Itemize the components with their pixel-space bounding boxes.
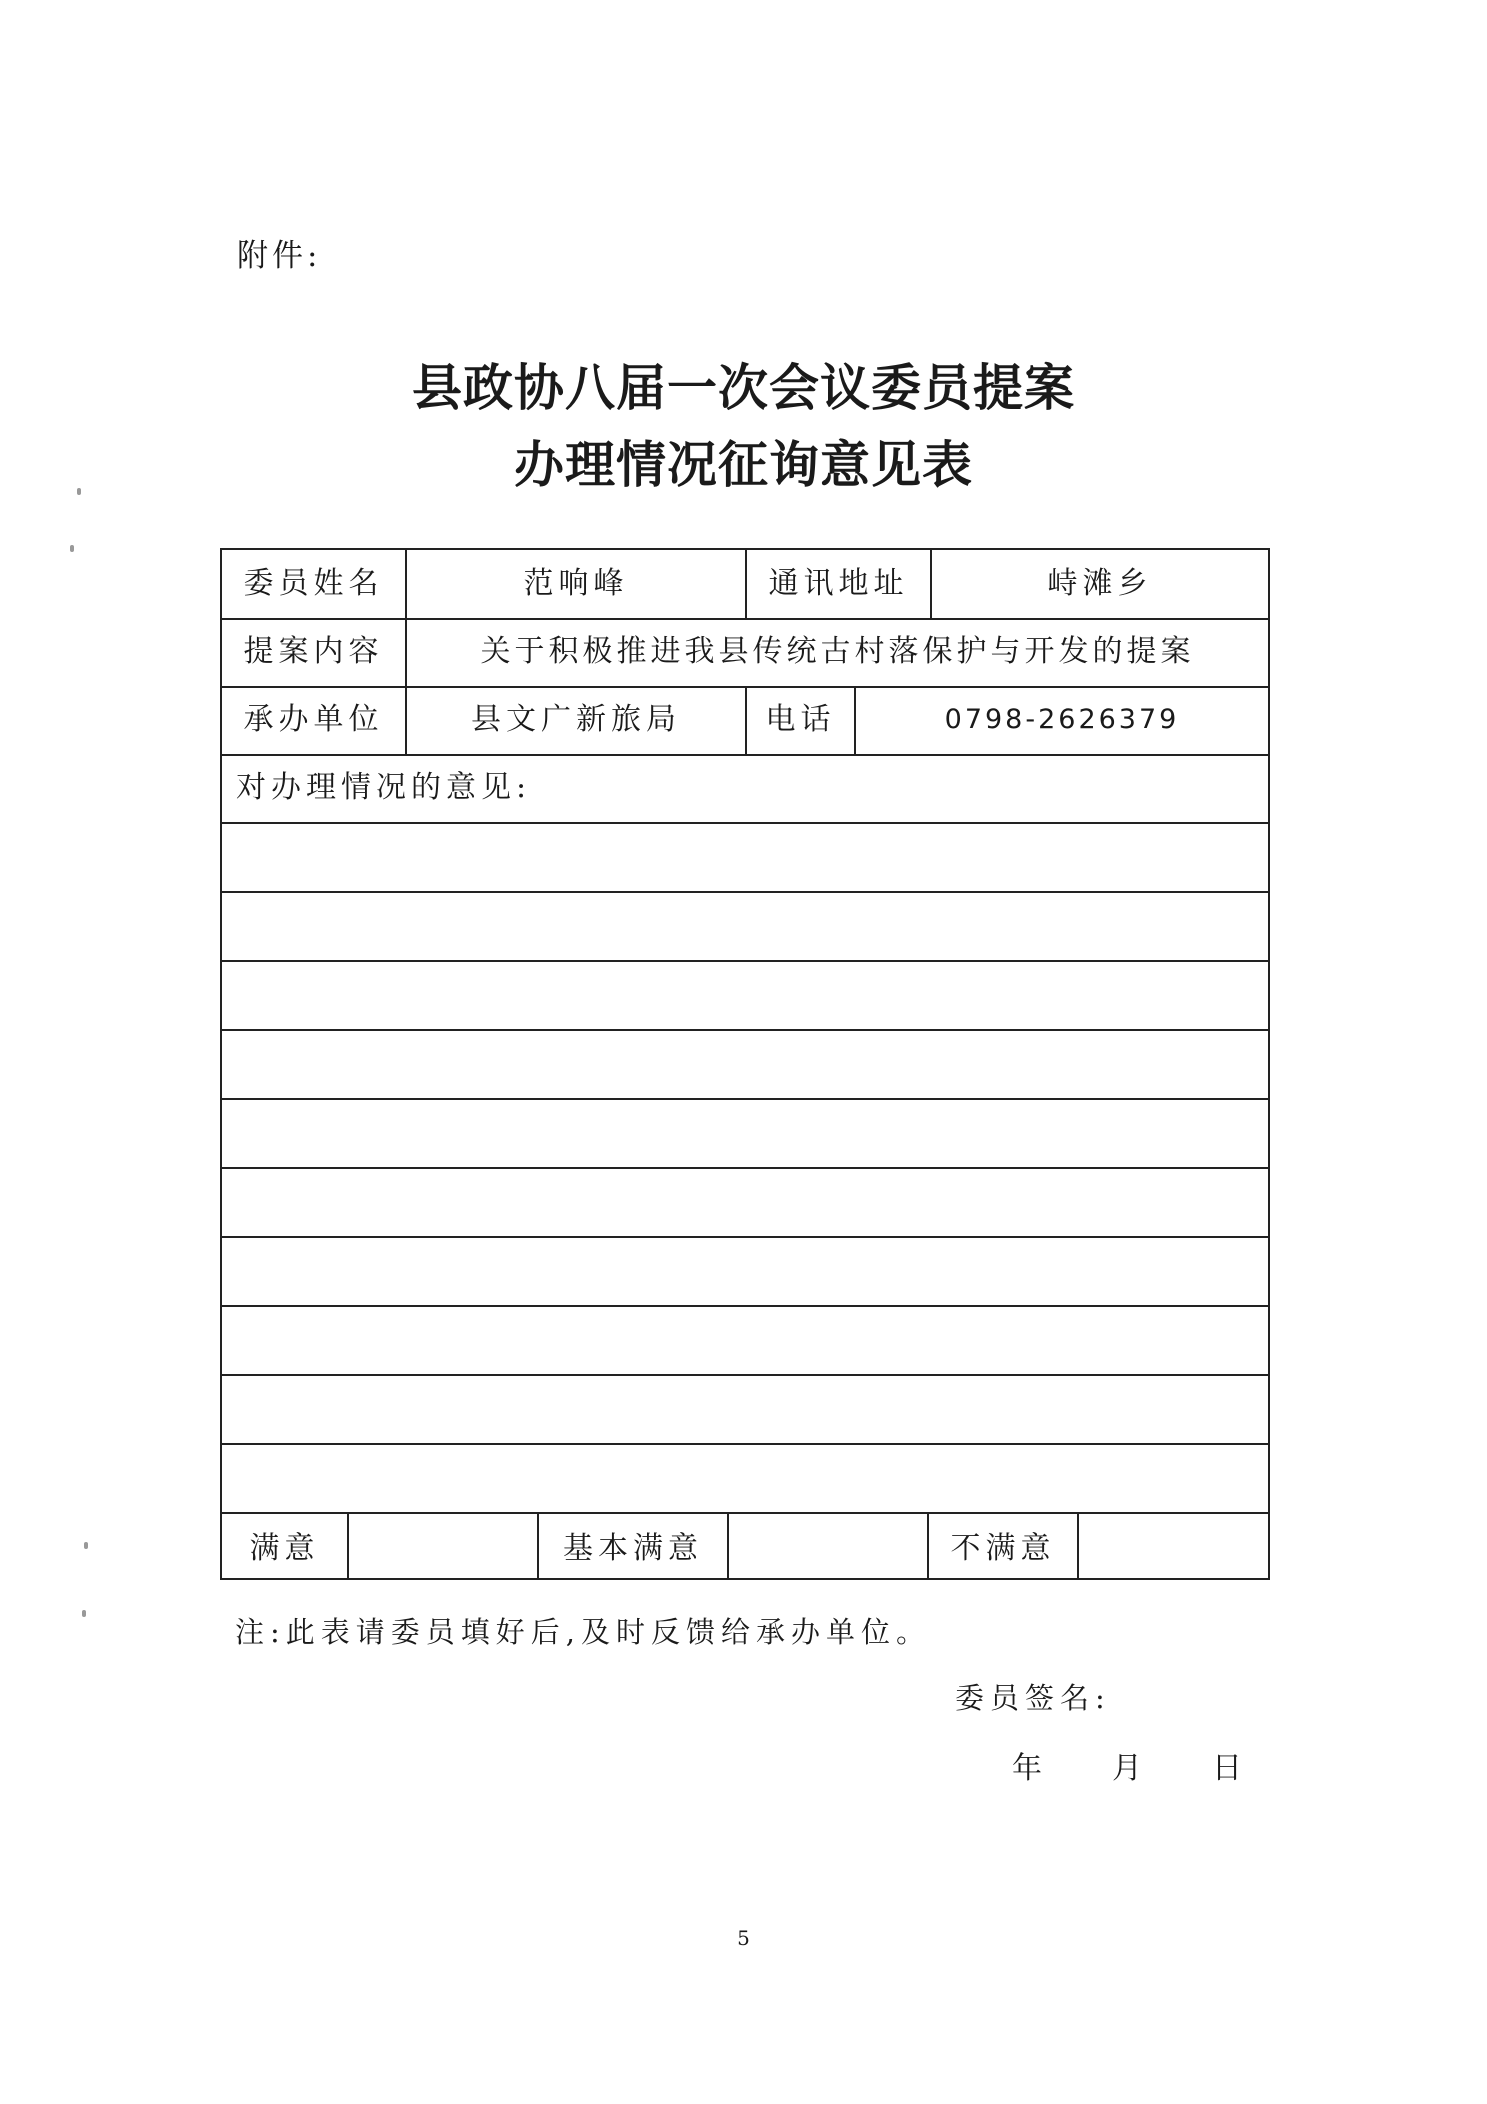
rating-satisfied-label: 满意 [249,1531,320,1566]
column-divider [727,1512,729,1580]
handling-unit-value: 县文广新旅局 [471,702,681,737]
attachment-label: 附件: [237,238,322,274]
feedback-form-table [220,548,1270,1580]
address-value: 峙滩乡 [1047,566,1153,601]
address-label: 通讯地址 [768,566,909,601]
opinion-line [222,822,1268,824]
date-year: 年 [1012,1751,1042,1786]
proposal-content-label: 提案内容 [243,634,384,669]
opinion-line [222,1167,1268,1169]
opinion-line [222,1098,1268,1100]
signature-label: 委员签名: [955,1681,1111,1715]
opinion-line [222,1029,1268,1031]
rating-basically-satisfied-label: 基本满意 [563,1531,703,1566]
member-name-label: 委员姓名 [243,566,384,601]
opinion-line [222,1305,1268,1307]
form-title-line-2: 办理情况征询意见表 [514,435,973,494]
rating-row-divider [222,1512,1268,1514]
opinion-label: 对办理情况的意见: [236,770,532,805]
opinion-line [222,891,1268,893]
scan-speck [77,488,81,495]
form-title-line-1: 县政协八届一次会议委员提案 [412,358,1075,417]
proposal-content-value: 关于积极推进我县传统古村落保护与开发的提案 [480,634,1195,669]
page-number: 5 [737,1926,750,1950]
phone-value: 0798-2626379 [944,704,1180,735]
opinion-line [222,1374,1268,1376]
opinion-line [222,1236,1268,1238]
scan-speck [84,1542,88,1549]
rating-unsatisfied-label: 不满意 [950,1531,1056,1566]
scan-speck [82,1610,86,1617]
column-divider [1077,1512,1079,1580]
phone-label: 电话 [765,702,836,737]
opinion-line [222,960,1268,962]
handling-unit-label: 承办单位 [243,702,384,737]
column-divider [347,1512,349,1580]
member-name-value: 范响峰 [523,566,629,601]
opinion-line [222,1443,1268,1445]
scan-speck [70,545,74,552]
form-note: 注:此表请委员填好后,及时反馈给承办单位。 [235,1615,931,1649]
date-month: 月 [1112,1751,1142,1786]
date-day: 日 [1212,1751,1242,1786]
date-line [1012,1743,1242,1787]
